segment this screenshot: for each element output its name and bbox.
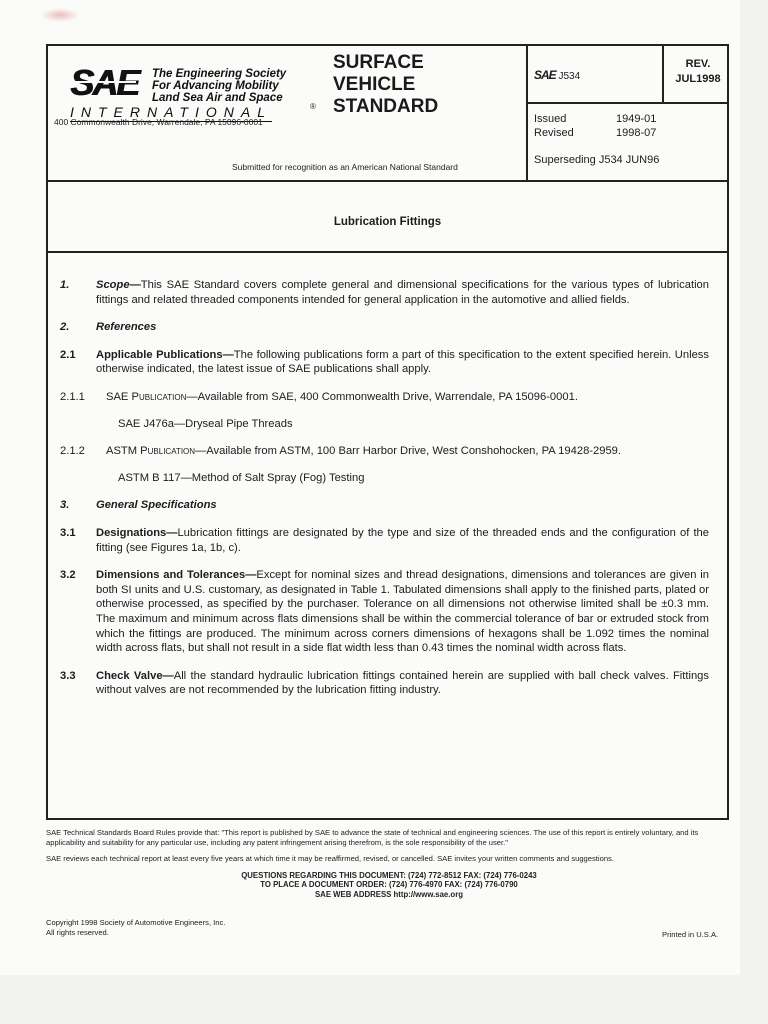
sae-tagline [152, 68, 286, 104]
issue-labels [534, 112, 574, 140]
issued-value: 1949-01 [616, 113, 657, 125]
standard-type-line-3: STANDARD [333, 96, 439, 117]
printed-in-note: Printed in U.S.A. [662, 930, 719, 939]
ink-smudge [40, 8, 80, 22]
section-text: Except for nominal sizes and thread designations, dimensions and tolerances are given in both SI units and U.S. customary, as designated in Table 1. Tabulated dimensions shall apply to the finished parts, plated or otherwise processed, as specified by the purchaser. Tolerance on all dimensions not otherwise limited shall be ±0.3 mm. The maximum and minimum across flats dimensions shall be within the commercial tolerance of bar or extruded stock from which the fittings are produced. The minimum across corners dimensions of hexagons shall be 1.092 times the nominal width across flats, but shall not result in a side flat width less than 0.43 times the nominal width across flats. [96, 569, 710, 655]
rev-date: JUL1998 [675, 73, 721, 85]
section-1 [60, 278, 709, 307]
section-heading: References [96, 321, 157, 334]
section-number: 2. [60, 321, 70, 334]
document-number [534, 68, 580, 82]
doc-number-text: J534 [558, 71, 581, 82]
rev-box-divider [662, 46, 664, 102]
issue-values [616, 112, 656, 140]
section-text: Available from SAE, 400 Commonwealth Drive, Warrendale, PA 15096-0001. [197, 390, 578, 403]
section-heading: Designations— [96, 526, 178, 539]
section-text: Lubrication fittings are designated by the type and size of the threaded ends and the configuration of the fitting (see Figures 1a, 1b, c). [96, 526, 709, 554]
review-note: SAE reviews each technical report at least every five years at which time it may be reaffirmed, revised, or cancelled. SAE invites your written comments and suggestions. [46, 854, 614, 863]
contact-block [46, 871, 732, 900]
registered-mark: ® [310, 102, 316, 111]
section-2-1-1 [60, 390, 709, 405]
tagline-line-2: For Advancing Mobility [152, 80, 279, 92]
section-number: 1. [60, 279, 70, 291]
questions-line: QUESTIONS REGARDING THIS DOCUMENT: (724) 772-8512 FAX: (724) 776-0243 [241, 870, 537, 880]
section-number: 3.3 [60, 669, 76, 682]
document-footer [46, 828, 732, 899]
section-heading: Dimensions and Tolerances— [96, 569, 257, 582]
revised-value: 1998-07 [616, 127, 657, 139]
section-heading: Scope— [96, 279, 141, 291]
rev-box-bottom [526, 102, 727, 104]
revised-label: Revised [534, 127, 574, 139]
section-3-2 [60, 568, 709, 656]
web-address-line: SAE WEB ADDRESS http://www.sae.org [314, 889, 463, 899]
section-number: 3.2 [60, 569, 76, 582]
copyright-block [46, 918, 225, 937]
rev-label: REV. [685, 58, 711, 70]
international-wordmark: INTERNATIONAL [70, 104, 272, 120]
section-heading: Applicable Publications— [96, 348, 234, 361]
section-number: 2.1 [60, 348, 76, 361]
copyright-line: Copyright 1998 Society of Automotive Engineers, Inc. [46, 918, 226, 927]
section-heading: ASTM Publication— [106, 445, 207, 458]
reference-sae-j476a: SAE J476a—Dryseal Pipe Threads [118, 417, 293, 430]
title-divider [48, 251, 727, 253]
document-title: Lubrication Fittings [333, 216, 442, 228]
board-rules-note: SAE Technical Standards Board Rules provide that: "This report is published by SAE to advance the state of technical and engineering sciences. The use of this report is entirely voluntary, and its applicability and suitability for any particular use, including any patent infringement arising therefrom, is the sole responsibility of the user." [46, 828, 699, 847]
reference-astm-b117: ASTM B 117—Method of Salt Spray (Fog) Testing [118, 471, 365, 484]
section-number: 3.1 [60, 526, 76, 539]
document-frame [46, 44, 729, 820]
header-vertical-divider [526, 46, 528, 180]
header-divider [48, 180, 727, 182]
section-2 [60, 320, 709, 335]
standard-type-line-2: VEHICLE [333, 74, 416, 95]
superseding-note: Superseding J534 JUN96 [534, 154, 660, 166]
section-2-1-2 [60, 444, 709, 459]
standard-type [333, 52, 438, 118]
sae-logo [70, 56, 330, 126]
standard-type-line-1: SURFACE [333, 52, 424, 73]
section-number: 2.1.1 [60, 390, 85, 403]
section-text: All the standard hydraulic lubrication fittings contained herein are supplied with ball check valves. Fittings without valves are not recommended by the lubrication fitting industry. [96, 669, 709, 697]
order-line: TO PLACE A DOCUMENT ORDER: (724) 776-4970 FAX: (724) 776-0790 [260, 880, 518, 889]
section-2-1 [60, 348, 709, 377]
section-number: 3. [60, 499, 70, 512]
section-heading: General Specifications [96, 499, 217, 512]
section-number: 2.1.2 [60, 445, 85, 458]
section-text: Available from ASTM, 100 Barr Harbor Drive, West Conshohocken, PA 19428-2959. [206, 445, 622, 458]
rights-line: All rights reserved. [46, 927, 109, 937]
issued-label: Issued [534, 113, 567, 125]
section-3-3 [60, 669, 709, 698]
section-heading: Check Valve— [96, 669, 174, 682]
section-text: The following publications form a part of this specification to the extent specified herein. Unless otherwise indicated, the latest issue of SAE publications shall apply. [96, 348, 709, 376]
document-body [60, 278, 709, 711]
sae-logo-mark: SAE [70, 62, 139, 103]
section-text: This SAE Standard covers complete general and dimensional specifications for the various types of lubrication fittings and related threaded components intended for general application in the automotive and allied fields. [96, 279, 709, 306]
section-3 [60, 498, 709, 513]
tagline-line-1: The Engineering Society [152, 68, 287, 80]
section-heading: SAE Publication— [106, 390, 198, 403]
sae-address: 400 Commonwealth Drive, Warrendale, PA 15096-0001 [54, 117, 263, 127]
doc-sae-logo: SAE [534, 68, 556, 82]
ansi-submission-note: Submitted for recognition as an American National Standard [232, 162, 458, 172]
tagline-line-3: Land Sea Air and Space [152, 92, 283, 104]
section-3-1 [60, 526, 709, 555]
